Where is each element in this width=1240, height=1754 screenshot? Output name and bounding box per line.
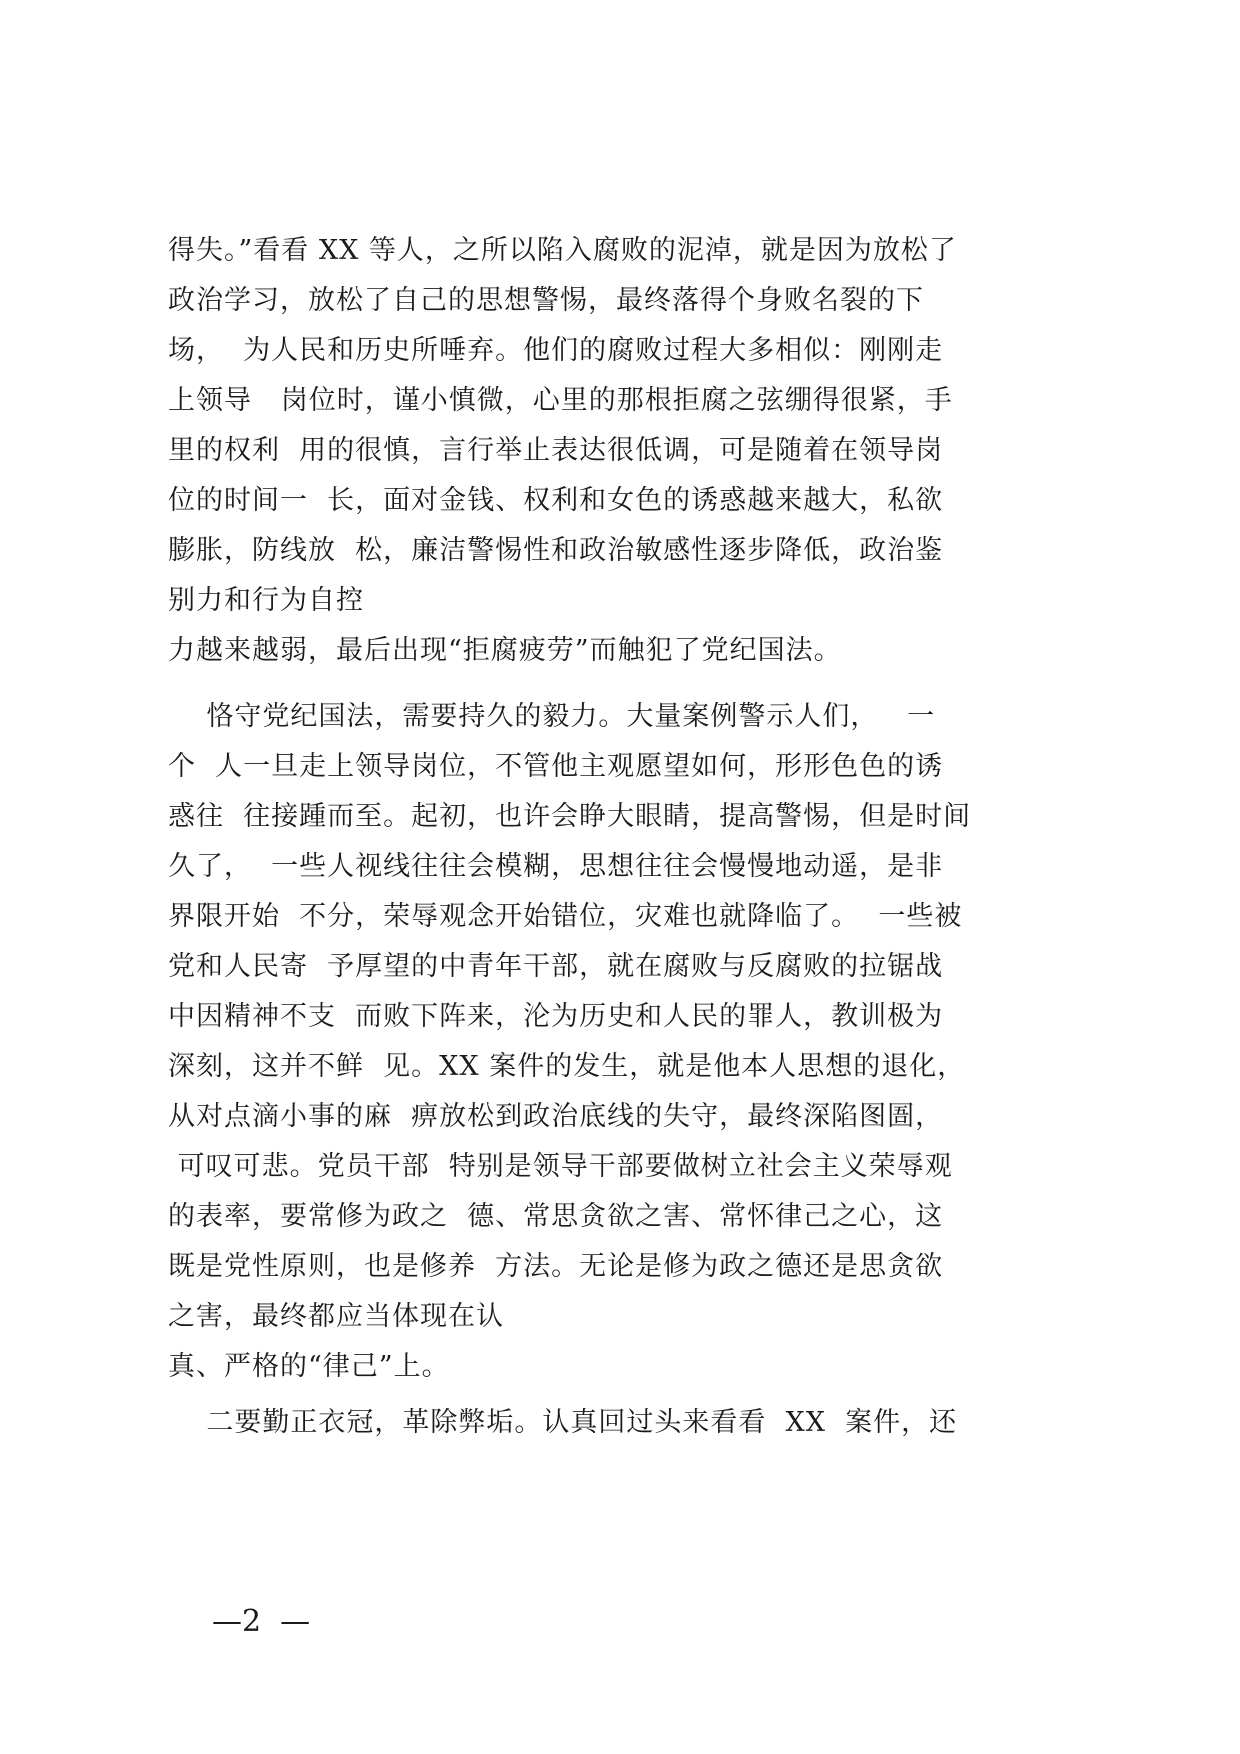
- text-line: 恪守党纪国法，需要持久的毅力。大量案例警示人们， 一: [168, 701, 936, 732]
- paragraph-2: [168, 692, 1098, 1392]
- text-line: 力越来越弱，最后出现“拒腐疲劳”而触犯了党纪国法。: [168, 635, 842, 666]
- text-line: 从对点滴小事的麻 痹放松到政治底线的失守，最终深陷图圄，: [168, 1101, 944, 1132]
- text-line: 界限开始 不分，荣辱观念开始错位，灾难也就降临了。 一些被: [168, 901, 963, 932]
- text-line: 个 人一旦走上领导岗位，不管他主观愿望如何，形形色色的诱: [168, 751, 944, 782]
- text-line: 位的时间一 长，面对金钱、权利和女色的诱惑越来越大，私欲: [168, 485, 944, 516]
- text-line: 之害，最终都应当体现在认: [168, 1301, 504, 1332]
- text-line: 上领导 岗位时，谨小慎微，心里的那根拒腐之弦绷得很紧，手: [168, 385, 953, 416]
- text-line: 的表率，要常修为政之 德、常思贪欲之害、常怀律己之心，这: [168, 1201, 944, 1232]
- text-line: 膨胀，防线放 松，廉洁警惕性和政治敏感性逐步降低，政治鉴: [168, 535, 944, 566]
- text-line: 政治学习，放松了自己的思想警惕，最终落得个身败名裂的下: [168, 285, 924, 316]
- text-line: 久了， 一些人视线往往会模糊，思想往往会慢慢地动遥，是非: [168, 851, 944, 882]
- text-line: 深刻，这并不鲜 见。XX 案件的发生，就是他本人思想的退化，: [168, 1051, 966, 1082]
- text-line: 党和人民寄 予厚望的中青年干部，就在腐败与反腐败的拉锯战: [168, 951, 944, 982]
- text-line: 真、严格的“律己”上。: [168, 1351, 450, 1382]
- page-number: —2 —: [212, 1604, 311, 1639]
- text-line: 得失。”看看 XX 等人，之所以陷入腐败的泥淖，就是因为放松了: [168, 235, 957, 266]
- text-line: 既是党性原则，也是修养 方法。无论是修为政之德还是思贪欲: [168, 1251, 944, 1282]
- text-line: 里的权利 用的很慎，言行举止表达很低调，可是随着在领导岗: [168, 435, 944, 466]
- text-line: 别力和行为自控: [168, 585, 364, 616]
- text-line: 二要勤正衣冠，革除弊垢。认真回过头来看看 XX 案件，还: [168, 1407, 958, 1438]
- paragraph-3: [168, 1398, 1098, 1448]
- text-line: 可叹可悲。党员干部 特别是领导干部要做树立社会主义荣辱观: [168, 1151, 953, 1182]
- text-line: 场， 为人民和历史所唾弃。他们的腐败过程大多相似：刚刚走: [168, 335, 944, 366]
- text-line: 中因精神不支 而败下阵来，沦为历史和人民的罪人，教训极为: [168, 1001, 944, 1032]
- text-line: 惑往 往接踵而至。起初，也许会睁大眼睛，提高警惕，但是时间: [168, 801, 972, 832]
- paragraph-1: [168, 226, 1098, 676]
